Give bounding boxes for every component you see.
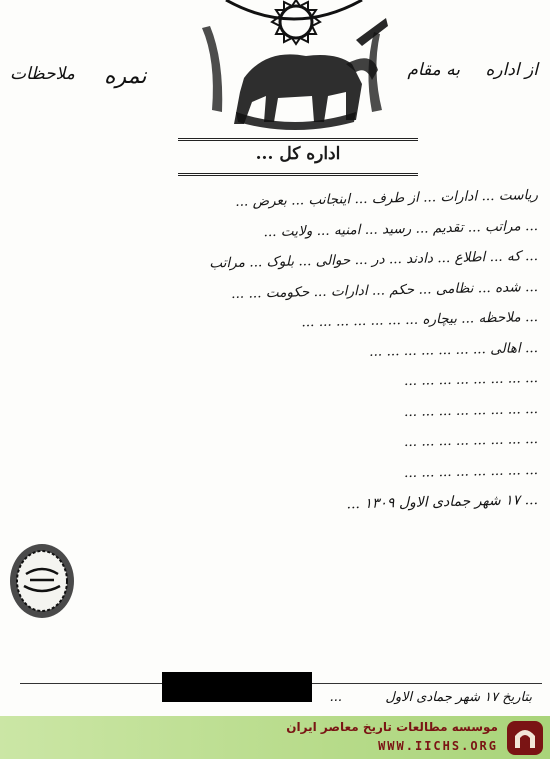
letter-body [14, 180, 538, 516]
body-line: ... ... ... ... ... ... ... ... [403, 400, 539, 420]
oval-seal-stamp-icon [6, 540, 78, 622]
letterhead-banner: اداره کل ... [178, 138, 418, 176]
body-line: ... شده ... نظامی ... حکم ... ادارات ... حکومت ... ... [231, 278, 539, 302]
body-line: ... ... ... ... ... ... ... ... [403, 461, 539, 481]
body-line: ... ... ... ... ... ... ... ... [403, 370, 539, 390]
watermark-institute-name: موسسه مطالعات تاریخ معاصر ایران [286, 720, 498, 734]
from-label: از اداره [485, 60, 538, 80]
body-line: ... اهالی ... ... ... ... ... ... ... [369, 339, 539, 360]
footer-serial-label: ... [329, 690, 342, 705]
lion-and-sun-emblem-icon [196, 0, 392, 132]
attachment-label: ملاحظات [10, 64, 75, 84]
footer-date-label: بتاریخ ۱۷ شهر جمادی الاول [385, 690, 532, 705]
to-label: به مقام [407, 60, 460, 80]
body-line: ... ... ... ... ... ... ... ... [403, 431, 539, 451]
number-label: نمره [104, 64, 147, 89]
body-line: ... ملاحظه ... بیچاره ... ... ... ... ... ... ... [301, 309, 539, 331]
redaction-block [162, 672, 312, 702]
body-line: ... مراتب ... تقدیم ... رسید ... امنیه ... ولایت ... [263, 217, 539, 240]
iichs-logo-icon [506, 720, 544, 756]
letter-date-line: ... ۱۷ شهر جمادی الاول ۱۳۰۹ ... [346, 492, 539, 513]
watermark-url: WWW.IICHS.ORG [378, 739, 498, 753]
body-line: ... که ... اطلاع ... دادند ... در ... حوالی ... بلوک ... مراتب [209, 248, 539, 272]
body-line: ریاست ... ادارات ... از طرف ... اینجانب ... بعرض ... [235, 187, 539, 210]
